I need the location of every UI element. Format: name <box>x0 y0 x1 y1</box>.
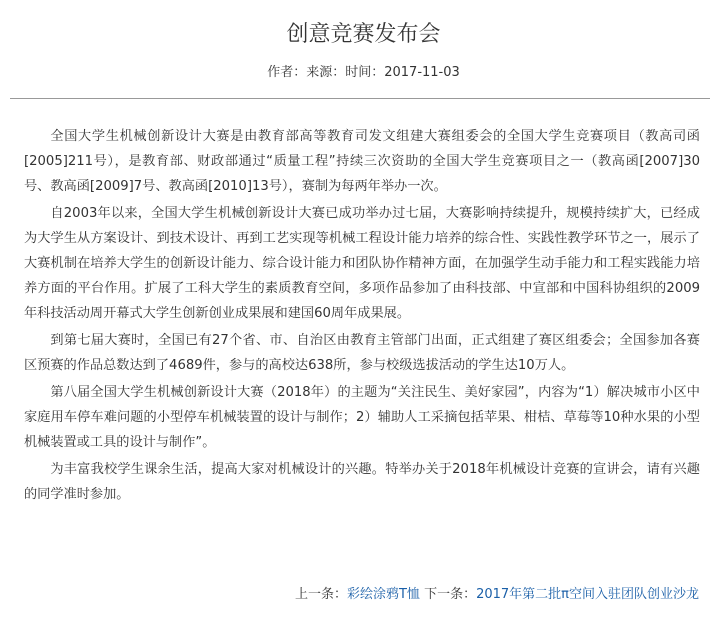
header-divider <box>10 98 710 99</box>
source-label: 来源： <box>306 65 346 80</box>
author-label: 作者： <box>267 65 307 80</box>
article-paragraph: 全国大学生机械创新设计大赛是由教育部高等教育司发文组建大赛组委会的全国大学生竞赛项目（教高司函[2005]211号），是教育部、财政部通过“质量工程”持续三次资助的全国大学生竞赛项目之一（教高函[2007]30号、教高函[2009]7号、教高函[2010]13号），赛制为每两年举办一次。 <box>24 129 700 194</box>
article-paragraph: 为丰富我校学生课余生活，提高大家对机械设计的兴趣。特举办关于2018年机械设计竞赛的宣讲会，请有兴趣的同学准时参加。 <box>24 462 700 502</box>
prev-article-link[interactable]: 彩绘涂鸦T恤 <box>346 587 420 602</box>
article-paragraph: 自2003年以来，全国大学生机械创新设计大赛已成功举办过七届，大赛影响持续提升，规模持续扩大，已经成为大学生从方案设计、到技术设计、再到工艺实现等机械工程设计能力培养的综合性、实践性教学环节之一，展示了大赛机制在培养大学生的创新设计能力、综合设计能力和团队协作精神方面，在加强学生动手能力和工程实践能力培养方面的平台作用。扩展了工科大学生的素质教育空间，多项作品参加了由科技部、中宣部和中国科协组织的2009年科技活动周开幕式大学生创新创业成果展和建国60周年成果展。 <box>24 206 700 321</box>
article-meta <box>0 64 727 82</box>
article-body <box>24 124 700 509</box>
next-label: 下一条： <box>424 587 477 602</box>
article-navigation <box>295 585 699 605</box>
article-paragraph: 第八届全国大学生机械创新设计大赛（2018年）的主题为“关注民生、美好家园”，内容为“1）解决城市小区中家庭用车停车难问题的小型停车机械装置的设计与制作；2）辅助人工采摘包括苹果、柑桔、草莓等10种水果的小型机械装置或工具的设计与制作”。 <box>24 385 700 450</box>
next-article-link[interactable]: 2017年第二批π空间入驻团队创业沙龙 <box>476 587 699 602</box>
article-title: 创意竞赛发布会 <box>286 22 441 47</box>
article-paragraph: 到第七届大赛时，全国已有27个省、市、自治区由教育主管部门出面，正式组建了赛区组委会；全国参加各赛区预赛的作品总数达到了4689件，参与的高校达638所，参与校级选拔活动的学生达10万人。 <box>24 333 700 373</box>
time-label: 时间： <box>345 65 385 80</box>
prev-label: 上一条： <box>294 587 347 602</box>
publish-date: 2017-11-03 <box>384 65 460 80</box>
